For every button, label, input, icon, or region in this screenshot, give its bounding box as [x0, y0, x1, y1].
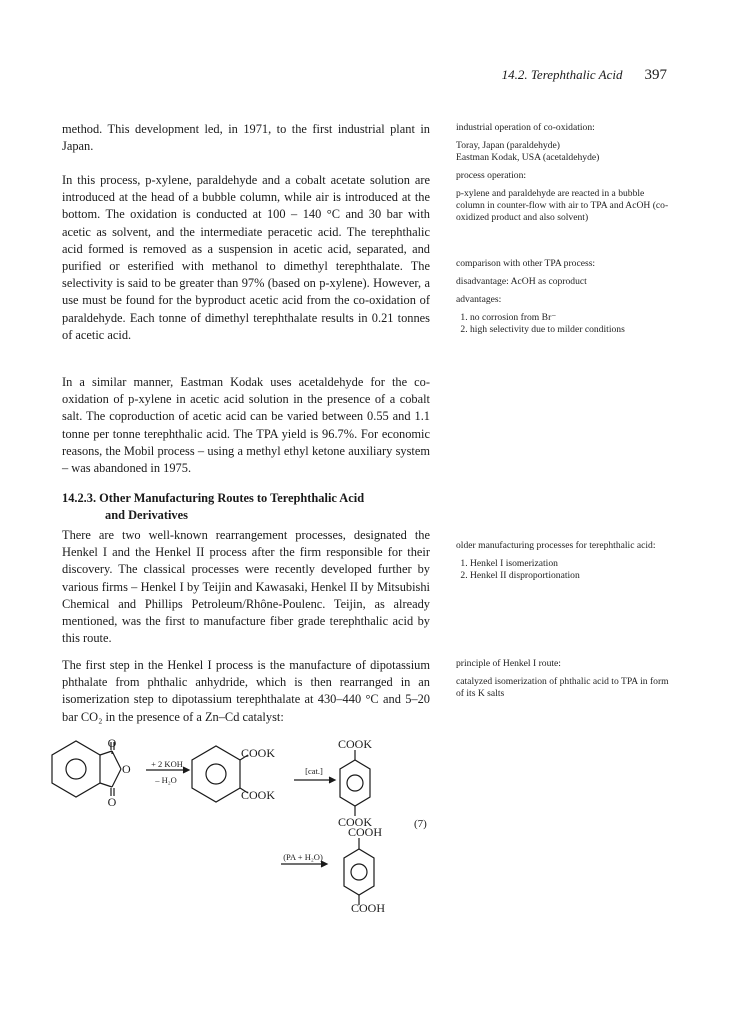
margin-note-text: p-xylene and paraldehyde are reacted in a bubble column in counter-flow with air to TPA and AcOH (co-oxidized product and also solvent) — [456, 188, 669, 223]
margin-note-text: disadvantage: AcOH as coproduct — [456, 276, 587, 287]
margin-note-line: Toray, Japan (paraldehyde) — [456, 140, 560, 151]
page-number: 397 — [644, 67, 667, 83]
margin-note-label: older manufacturing processes for terephthalic acid: — [456, 540, 656, 551]
paragraph-3: In a similar manner, Eastman Kodak uses acetaldehyde for the co-oxidation of p-xylene in acetic acid solution in the presence of a cobalt salt. The coproduction of acetic acid can be varied between 0.55 and 1.1 tonne per tonne terephthalic acid. The TPA yield is 96.7%. For economic reasons, the Mobil process – using a methyl ethyl ketone auxiliary system – was abandoned in 1975. — [62, 375, 430, 476]
terephthalic-acid-structure — [344, 838, 374, 905]
list-item: 2. high selectivity due to milder conditions — [470, 324, 670, 336]
cooh-label: COOH — [347, 825, 383, 839]
margin-note-label: advantages: — [456, 294, 502, 305]
carbonyl-o-bottom: O — [107, 795, 117, 809]
cook-label: COOK — [337, 815, 373, 829]
dipotassium-phthalate-structure — [192, 746, 248, 802]
list-item: 2. Henkel II disproportionation — [470, 570, 670, 582]
cook-label: COOK — [241, 788, 276, 802]
paragraph-4: There are two well-known rearrangement processes, designated the Henkel I and the Henkel II process after the firm responsible for their discovery. The classical processes were recently developed further by various firms – Henkel I by Teijin and Kawasaki, Henkel II by Mitsubishi Chemical and Phillips Petroleum/Rhône-Poulenc. Teijin, as already mentioned, was the first to manufacture fiber grade terephthalic acid by this route. — [62, 528, 430, 646]
reagent-bottom-label: – H₂O — [155, 775, 177, 785]
pa-water-label: (PA + H₂O) — [283, 852, 323, 862]
margin-note-label: industrial operation of co-oxidation: — [456, 122, 595, 133]
margin-note-line: Eastman Kodak, USA (acetaldehyde) — [456, 152, 600, 163]
section-heading-line1: 14.2.3. Other Manufacturing Routes to Terephthalic Acid — [62, 491, 365, 505]
section-heading-line2: and Derivatives — [105, 508, 188, 522]
paragraph-5: The first step in the Henkel I process is the manufacture of dipotassium phthalate from phthalic anhydride, which is then rearranged in an isomerization step to dipotassium terephthalate at 430–440 °C and 5–20 bar CO₂ in the presence of a Zn–Cd catalyst: — [62, 658, 430, 724]
paragraph-1: method. This development led, in 1971, to the first industrial plant in Japan. — [62, 122, 430, 154]
ring-o: O — [122, 762, 131, 776]
cook-label: COOK — [337, 737, 373, 751]
list-item: 1. Henkel I isomerization — [470, 558, 670, 570]
equation-number: (7) — [414, 818, 427, 830]
margin-note-label: process operation: — [456, 170, 527, 181]
dipotassium-terephthalate-structure — [340, 750, 370, 816]
reagent-top-label: + 2 KOH — [151, 759, 183, 769]
running-title: 14.2. Terephthalic Acid — [501, 67, 623, 82]
catalyst-label: [cat.] — [305, 766, 323, 776]
paragraph-2: In this process, p-xylene, paraldehyde and a cobalt acetate solution are introduced at the head of a bubble column, while air is introduced at the bottom. The oxidation is conducted at 100 – 140 °C and 30 bar with acetic as solvent, and the intermediate peracetic acid. The terephthalic acid formed is removed as a suspension in acetic acid, separated, and purified or esterified with methanol to dimethyl terephthalate. The selectivity is said to be greater than 97% (based on p-xylene). However, a use must be found for the byproduct acetic acid from the co-oxidation of paraldehyde. Each tonne of dimethyl terephthalate results in 0.21 tonnes of acetic acid. — [62, 173, 430, 342]
carbonyl-o-top: O — [107, 736, 117, 750]
margin-note-label: comparison with other TPA process: — [456, 258, 596, 269]
margin-note-label: principle of Henkel I route: — [456, 658, 561, 669]
cook-label: COOK — [241, 746, 276, 760]
margin-note-text: catalyzed isomerization of phthalic acid to TPA in form of its K salts — [456, 676, 669, 699]
list-item: 1. no corrosion from Br⁻ — [470, 312, 670, 324]
cooh-label: COOH — [350, 901, 386, 915]
